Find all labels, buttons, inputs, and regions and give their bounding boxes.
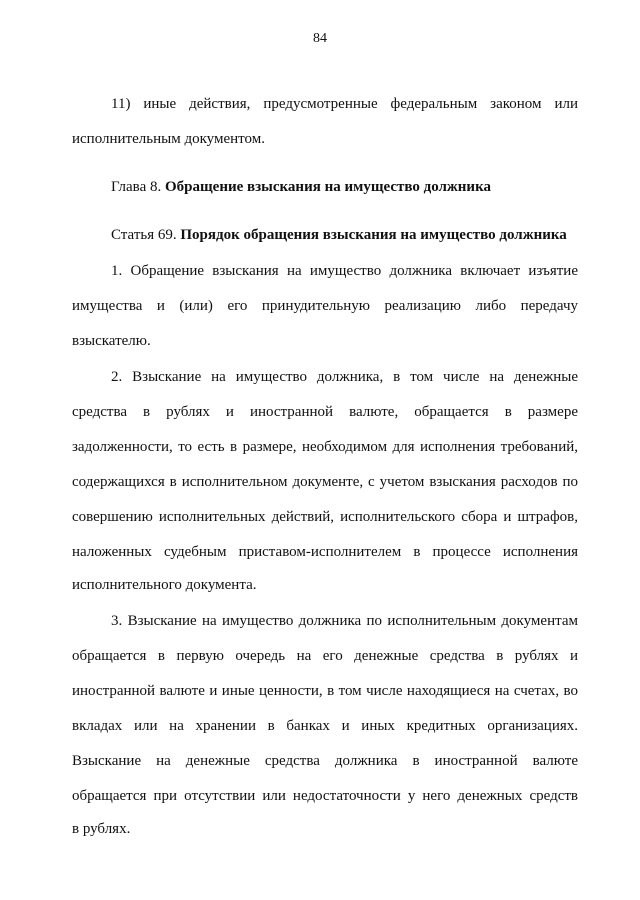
- article-heading: [111, 226, 567, 244]
- text-line: Взыскание на денежные средства должника в иностранной валюте: [72, 753, 578, 769]
- text-line: средства в рублях и иностранной валюте, обращается в размере: [72, 404, 578, 420]
- chapter-title: Обращение взыскания на имущество должника: [164, 179, 491, 195]
- text-line: 11) иные действия, предусмотренные федеральным законом или: [111, 96, 578, 112]
- text-line: вкладах или на хранении в банках и иных кредитных организациях.: [72, 718, 578, 734]
- text-line: содержащихся в исполнительном документе, с учетом взыскания расходов по: [72, 474, 578, 490]
- article-title: Порядок обращения взыскания на имущество должника: [180, 227, 567, 243]
- article-prefix: Статья 69.: [111, 227, 177, 243]
- text-line: имущества и (или) его принудительную реализацию либо передачу: [72, 298, 578, 314]
- text-line: взыскателю.: [72, 333, 151, 349]
- text-line: иностранной валюте и иные ценности, в том числе находящиеся на счетах, во: [72, 683, 578, 699]
- text-line: задолженности, то есть в размере, необходимом для исполнения требований,: [72, 439, 578, 455]
- text-line: исполнительным документом.: [72, 131, 265, 147]
- text-line: 2. Взыскание на имущество должника, в том числе на денежные: [111, 369, 578, 385]
- chapter-prefix: Глава 8.: [111, 179, 162, 195]
- text-line: совершению исполнительных действий, исполнительского сбора и штрафов,: [72, 509, 578, 525]
- text-line: исполнительного документа.: [72, 577, 257, 593]
- chapter-heading: [111, 178, 491, 196]
- text-line: 1. Обращение взыскания на имущество должника включает изъятие: [111, 263, 578, 279]
- text-line: в рублях.: [72, 821, 131, 837]
- text-line: обращается в первую очередь на его денежные средства в рублях и: [72, 648, 578, 664]
- page-number: 84: [313, 31, 327, 46]
- text-line: обращается при отсутствии или недостаточности у него денежных средств: [72, 788, 578, 804]
- text-line: 3. Взыскание на имущество должника по исполнительным документам: [111, 613, 578, 629]
- text-line: наложенных судебным приставом-исполнителем в процессе исполнения: [72, 544, 578, 560]
